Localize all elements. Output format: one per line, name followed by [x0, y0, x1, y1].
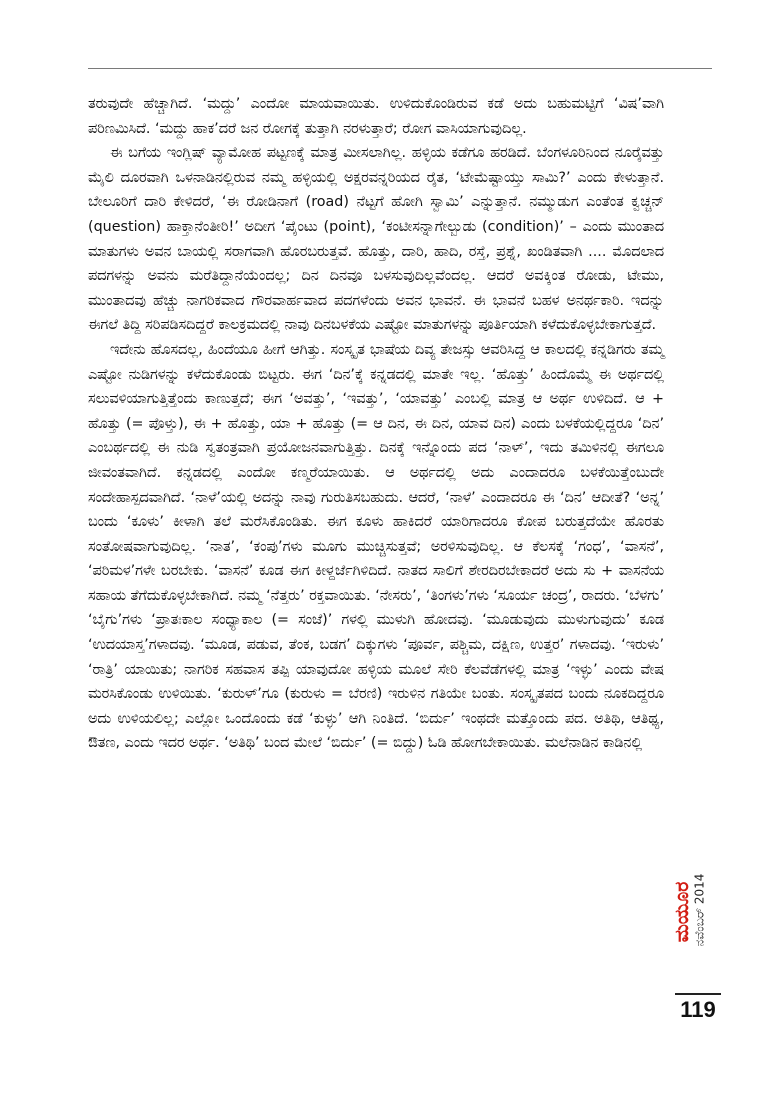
- page-number: 119: [680, 997, 716, 1022]
- magazine-logo: ಮಯೂರ: [671, 881, 693, 943]
- paragraph-continued: ತರುವುದೇ ಹೆಚ್ಚಾಗಿದೆ. ‘ಮದ್ದು’ ಎಂದೋ ಮಾಯವಾಯಿತು. ಉಳಿದುಕೊಂಡಿರುವ ಕಡೆ ಅದು ಬಹುಮಟ್ಟಿಗೆ ‘ವಿಷ’ವಾಗಿ ಪರಿಣಮಿಸಿದೆ. ‘ಮದ್ದು ಹಾಕ’ದರೆ ಜನ ರೋಗಕ್ಕೆ ತುತ್ತಾಗಿ ನರಳುತ್ತಾರೆ; ರೋಗ ವಾಸಿಯಾಗುವುದಿಲ್ಲ.: [88, 96, 664, 137]
- magazine-sidebar: [671, 836, 721, 986]
- header-rule: [88, 68, 712, 69]
- paragraph-english-influence: ಈ ಬಗೆಯ ಇಂಗ್ಲಿಷ್ ವ್ಯಾಮೋಹ ಪಟ್ಟಣಕ್ಕೆ ಮಾತ್ರ ಮೀಸಲಾಗಿಲ್ಲ. ಹಳ್ಳಿಯ ಕಡೆಗೂ ಹರಡಿದೆ. ಬೆಂಗಳೂರಿನಿಂದ ನೂರೈವತ್ತು ಮೈಲಿ ದೂರವಾಗಿ ಒಳನಾಡಿನಲ್ಲಿರುವ ನಮ್ಮ ಹಳ್ಳಿಯಲ್ಲಿ ಅಕ್ಷರವನ್ನರಿಯದ ರೈತ, ‘ಟೇಮೆಷ್ಟಾಯ್ತು ಸಾಮಿ?’ ಎಂದು ಕೇಳುತ್ತಾನೆ. ಬೇಲೂರಿಗೆ ದಾರಿ ಕೇಳಿದರೆ, ‘ಈ ರೋಡಿನಾಗೆ (road) ನೆಟ್ಟಗೆ ಹೋಗಿ ಸ್ವಾಮಿ’ ಎನ್ನುತ್ತಾನೆ. ನಮ್ಮುಡುಗ ಎಂತೆಂತ ಕ್ವಚ್ಚನ್ (question) ಹಾಕ್ತಾನೆಂತೀರಿ!’ ಅದೀಗ ‘ಪೈಂಟು (point), ‘ಕಂಟೀಸನ್ನಾಗೇಲ್ಬುಡು (condition)’ – ಎಂದು ಮುಂತಾದ ಮಾತುಗಳು ಅವನ ಬಾಯಲ್ಲಿ ಸರಾಗವಾಗಿ ಹೊರಬರುತ್ತವೆ. ಹೊತ್ತು, ದಾರಿ, ಹಾದಿ, ರಸ್ತೆ, ಪ್ರಶ್ನೆ, ಖಂಡಿತವಾಗಿ .... ಮೊದಲಾದ ಪದಗಳನ್ನು ಅವನು ಮರೆತಿದ್ದಾನೆಯೆಂದಲ್ಲ; ದಿನ ದಿನವೂ ಬಳಸುವುದಿಲ್ಲವೆಂದಲ್ಲ. ಆದರೆ ಅವಕ್ಕಿಂತ ರೋಡು, ಟೇಮು, ಮುಂತಾದವು ಹೆಚ್ಚು ನಾಗರಿಕವಾದ ಗೌರವಾರ್ಹವಾದ ಪದಗಳೆಂದು ಅವನ ಭಾವನೆ. ಈ ಭಾವನೆ ಬಹಳ ಅನರ್ಥಕಾರಿ. ಇದನ್ನು ಈಗಲೆ ತಿದ್ದಿ ಸರಿಪಡಿಸದಿದ್ದರೆ ಕಾಲಕ್ರಮದಲ್ಲಿ ನಾವು ದಿನಬಳಕೆಯ ಎಷ್ಟೋ ಮಾತುಗಳನ್ನು ಪೂರ್ತಿಯಾಗಿ ಕಳೆದುಕೊಳ್ಳಬೇಕಾಗುತ್ತದೆ.: [88, 145, 664, 334]
- page-number-rule: [675, 993, 721, 995]
- issue-date: ನವೆಂಬರ್ 2014: [692, 873, 707, 947]
- article-body: [88, 92, 664, 756]
- paragraph-sanskrit-influence: ಇದೇನು ಹೊಸದಲ್ಲ, ಹಿಂದೆಯೂ ಹೀಗೆ ಆಗಿತ್ತು. ಸಂಸ್ಕೃತ ಭಾಷೆಯ ದಿವ್ಯ ತೇಜಸ್ಸು ಆವರಿಸಿದ್ದ ಆ ಕಾಲದಲ್ಲಿ ಕನ್ನಡಿಗರು ತಮ್ಮ ಎಷ್ಟೋ ನುಡಿಗಳನ್ನು ಕಳೆದುಕೊಂಡು ಬಿಟ್ಟರು. ಈಗ ‘ದಿನ’ಕ್ಕೆ ಕನ್ನಡದಲ್ಲಿ ಮಾತೇ ಇಲ್ಲ. ‘ಹೊತ್ತು’ ಹಿಂದೊಮ್ಮೆ ಈ ಅರ್ಥದಲ್ಲಿ ಸಲುವಳಿಯಾಗುತ್ತಿತ್ತೆಂದು ಕಾಣುತ್ತದೆ; ಈಗ ‘ಅವತ್ತು’, ‘ಇವತ್ತು’, ‘ಯಾವತ್ತು’ ಎಂಬಲ್ಲಿ ಮಾತ್ರ ಆ ಅರ್ಥ ಉಳಿದಿದೆ. ಆ + ಹೊತ್ತು (= ಪೊಳ್ತು), ಈ + ಹೊತ್ತು, ಯಾ + ಹೊತ್ತು (= ಆ ದಿನ, ಈ ದಿನ, ಯಾವ ದಿನ) ಎಂದು ಬಳಕೆಯಲ್ಲಿದ್ದರೂ ‘ದಿನ’ ಎಂಬರ್ಥದಲ್ಲಿ ಈ ನುಡಿ ಸ್ವತಂತ್ರವಾಗಿ ಪ್ರಯೋಜನವಾಗುತ್ತಿತ್ತು. ದಿನಕ್ಕೆ ಇನ್ನೊಂದು ಪದ ‘ನಾಳ್’, ಇದು ತಮಿಳಿನಲ್ಲಿ ಈಗಲೂ ಜೀವಂತವಾಗಿದೆ. ಕನ್ನಡದಲ್ಲಿ ಎಂದೋ ಕಣ್ಮರೆಯಾಯಿತು. ಆ ಅರ್ಥದಲ್ಲಿ ಅದು ಎಂದಾದರೂ ಬಳಕೆಯಿತ್ತೆಂಬುದೇ ಸಂದೇಹಾಸ್ಪದವಾಗಿದೆ. ‘ನಾಳೆ’ಯಲ್ಲಿ ಅದನ್ನು ನಾವು ಗುರುತಿಸಬಹುದು. ಆದರೆ, ‘ನಾಳೆ’ ಎಂದಾದರೂ ಈ ‘ದಿನ’ ಆದೀತೆ? ‘ಅನ್ನ’ ಬಂದು ‘ಕೂಳು’ ಕೀಳಾಗಿ ತಲೆ ಮರೆಸಿಕೊಂಡಿತು. ಈಗ ಕೂಳು ಹಾಕಿದರೆ ಯಾರಿಗಾದರೂ ಕೋಪ ಬರುತ್ತದೆಯೇ ಹೊರತು ಸಂತೋಷವಾಗುವುದಿಲ್ಲ. ‘ನಾತ’, ‘ಕಂಪು’ಗಳು ಮೂಗು ಮುಚ್ಚಿಸುತ್ತವೆ; ಅರಳಿಸುವುದಿಲ್ಲ. ಆ ಕೆಲಸಕ್ಕೆ ‘ಗಂಧ’, ‘ವಾಸನೆ’, ‘ಪರಿಮಳ’ಗಳೇ ಬರಬೇಕು. ‘ವಾಸನೆ’ ಕೂಡ ಈಗ ಕೀಳ್ದರ್ಜೆಗಿಳಿದಿದೆ. ನಾತದ ಸಾಲಿಗೆ ಶೇರದಿರಬೇಕಾದರೆ ಅದು ಸು + ವಾಸನೆಯ ಸಹಾಯ ತೆಗೆದುಕೊಳ್ಳಬೇಕಾಗಿದೆ. ನಮ್ಮ ‘ನೆತ್ತರು’ ರಕ್ತವಾಯಿತು. ‘ನೇಸರು’, ‘ತಿಂಗಳು’ಗಳು ‘ಸೂರ್ಯ ಚಂದ್ರ’, ರಾದರು. ‘ಬೆಳಗು’ ‘ಬೈಗು’ಗಳು ‘ಪ್ರಾತಃಕಾಲ ಸಂಧ್ಯಾಕಾಲ (= ಸಂಜೆ)’ ಗಳಲ್ಲಿ ಮುಳುಗಿ ಹೋದವು. ‘ಮೂಡುವುದು ಮುಳುಗುವುದು’ ಕೂಡ ‘ಉದಯಾಸ್ತ’ಗಳಾದವು. ‘ಮೂಡ, ಪಡುವ, ತೆಂಕ, ಬಡಗ’ ದಿಕ್ಕುಗಳು ‘ಪೂರ್ವ, ಪಶ್ಚಿಮ, ದಕ್ಷಿಣ, ಉತ್ತರ’ ಗಳಾದವು. ‘ಇರುಳು’ ‘ರಾತ್ರಿ’ ಯಾಯಿತು; ನಾಗರಿಕ ಸಹವಾಸ ತಪ್ಪಿ ಯಾವುದೋ ಹಳ್ಳಿಯ ಮೂಲೆ ಸೇರಿ ಕೆಲವೆಡೆಗಳಲ್ಲಿ ಮಾತ್ರ ‘ಇಳ್ಳು’ ಎಂದು ವೇಷ ಮರಸಿಕೊಂಡು ಉಳಿಯಿತು. ‘ಕುರುಳ್’ಗೂ (ಕುರುಳು = ಬೆರಣಿ) ಇರುಳಿನ ಗತಿಯೇ ಬಂತು. ಸಂಸ್ಕೃತಪದ ಬಂದು ನೂಕದಿದ್ದರೂ ಅದು ಉಳಿಯಲಿಲ್ಲ; ಎಲ್ಲೋ ಒಂದೊಂದು ಕಡೆ ‘ಕುಳ್ಳು’ ಆಗಿ ನಿಂತಿದೆ. ‘ಬಿರ್ದು’ ಇಂಥದೇ ಮತ್ತೊಂದು ಪದ. ಅತಿಥಿ, ಆತಿಥ್ಯ, ಔತಣ, ಎಂದು ಇದರ ಅರ್ಥ. ‘ಅತಿಥಿ’ ಬಂದ ಮೇಲೆ ‘ಬಿರ್ದು’ (= ಬಿದ್ದು) ಓಡಿ ಹೋಗಬೇಕಾಯಿತು. ಮಲೆನಾಡಿನ ಕಾಡಿನಲ್ಲಿ: [88, 341, 664, 752]
